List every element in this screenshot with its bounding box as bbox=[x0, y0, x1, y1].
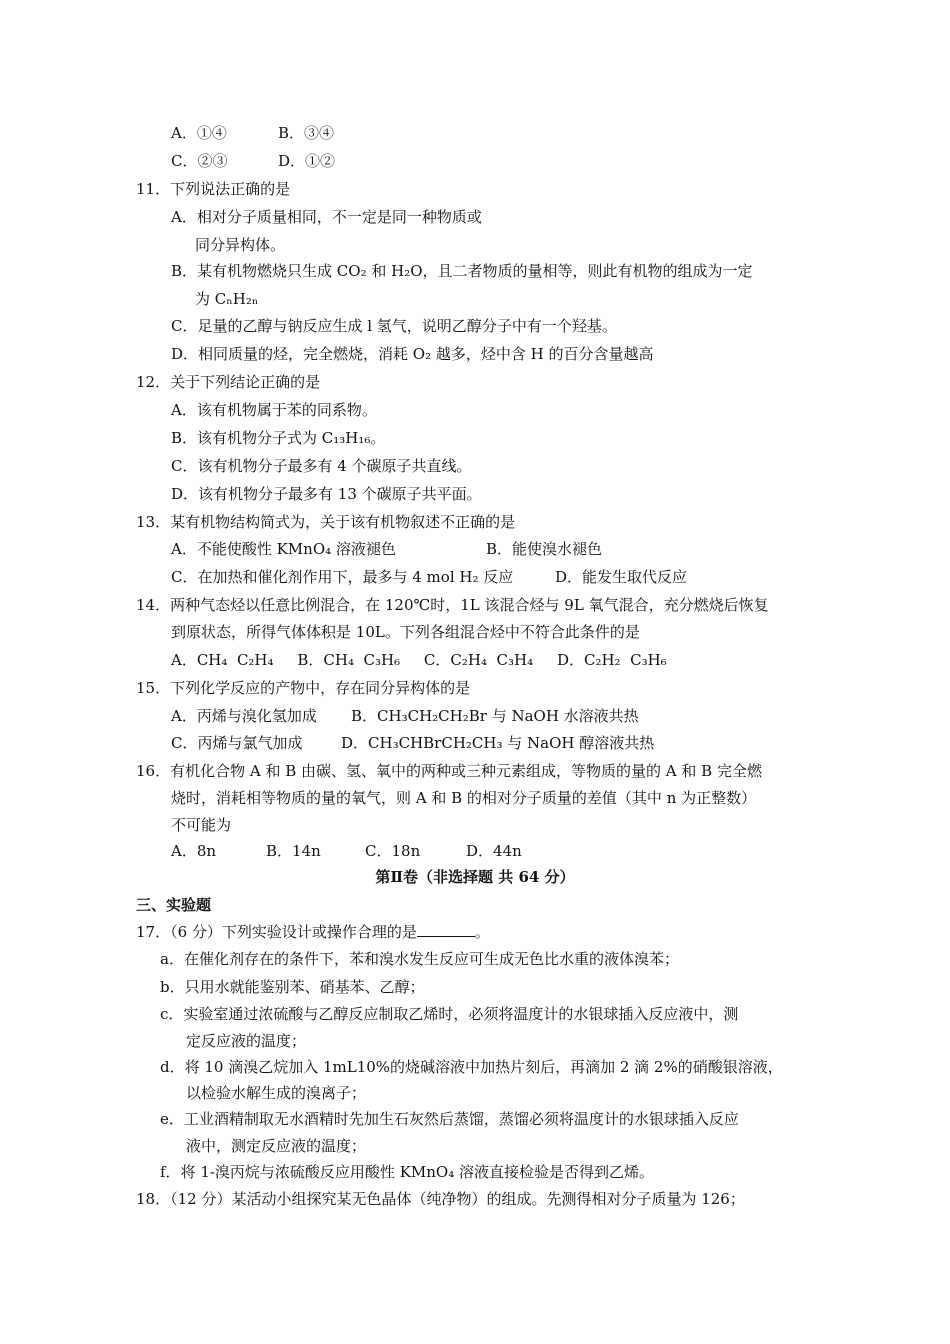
q17-item-e: e．工业酒精制取无水酒精时先加生石灰然后蒸馏，蒸馏必须将温度计的水银球插入反应 bbox=[160, 1110, 739, 1128]
q11-option-d: D．相同质量的烃，完全燃烧，消耗 O₂ 越多，烃中含 H 的百分含量越高 bbox=[171, 345, 654, 363]
q11-option-c: C．足量的乙醇与钠反应生成 l 氢气，说明乙醇分子中有一个羟基。 bbox=[171, 317, 617, 335]
q12-option-d: D．该有机物分子最多有 13 个碳原子共平面。 bbox=[171, 485, 482, 503]
q17-stem-end: 。 bbox=[474, 923, 490, 941]
q16-option-b: B．14n bbox=[266, 842, 321, 860]
q17-item-c: c．实验室通过浓硫酸与乙醇反应制取乙烯时，必须将温度计的水银球插入反应液中，测 bbox=[160, 1005, 739, 1023]
section-2-title: 第Ⅱ卷（非选择题 共 64 分） bbox=[375, 868, 575, 886]
q12-option-b: B．该有机物分子式为 C₁₃H₁₆。 bbox=[171, 429, 386, 447]
q15-option-a: A．丙烯与溴化氢加成 bbox=[171, 707, 317, 725]
q17-item-d-cont: 以检验水解生成的溴离子； bbox=[186, 1084, 367, 1102]
option-a: A．①④ bbox=[171, 124, 227, 142]
q17-item-c-cont: 定反应液的温度； bbox=[186, 1032, 307, 1050]
question-11-stem: 11．下列说法正确的是 bbox=[136, 180, 291, 198]
q12-option-a: A．该有机物属于苯的同系物。 bbox=[171, 401, 377, 419]
q17-item-a: a．在催化剂存在的条件下，苯和溴水发生反应可生成无色比水重的液体溴苯； bbox=[160, 950, 679, 968]
question-18-stem: 18．（12 分）某活动小组探究某无色晶体（纯净物）的组成。先测得相对分子质量为 126； bbox=[136, 1190, 745, 1208]
q15-option-b: B．CH₃CH₂CH₂Br 与 NaOH 水溶液共热 bbox=[351, 707, 639, 725]
q15-option-c: C．丙烯与氯气加成 bbox=[171, 734, 303, 752]
q11-option-a: A．相对分子质量相同，不一定是同一种物质或 bbox=[171, 208, 482, 226]
question-17-stem bbox=[136, 922, 490, 942]
q17-stem-text: 17．（6 分）下列实验设计或操作合理的是 bbox=[136, 923, 417, 941]
q17-item-f: f．将 1-溴丙烷与浓硫酸反应用酸性 KMnO₄ 溶液直接检验是否得到乙烯。 bbox=[160, 1163, 655, 1181]
q16-option-c: C．18n bbox=[365, 842, 421, 860]
q11-option-b: B．某有机物燃烧只生成 CO₂ 和 H₂O，且二者物质的量相等，则此有机物的组成为一定 bbox=[171, 262, 753, 280]
q13-option-c: C．在加热和催化剂作用下，最多与 4 mol H₂ 反应 bbox=[171, 568, 514, 586]
section-3-heading: 三、实验题 bbox=[136, 896, 212, 914]
q11-option-b-cont: 为 CₙH₂ₙ bbox=[195, 290, 259, 308]
option-c: C．②③ bbox=[171, 152, 228, 170]
q17-item-b: b．只用水就能鉴别苯、硝基苯、乙醇； bbox=[160, 978, 425, 996]
question-15-stem: 15．下列化学反应的产物中，存在同分异构体的是 bbox=[136, 679, 471, 697]
q17-item-e-cont: 液中，测定反应液的温度； bbox=[186, 1137, 367, 1155]
answer-blank bbox=[417, 922, 475, 937]
option-d: D．①② bbox=[278, 152, 336, 170]
question-16-stem: 16．有机化合物 A 和 B 由碳、氢、氧中的两种或三种元素组成，等物质的量的 A 和 B 完全燃 bbox=[136, 762, 762, 780]
q16-option-a: A．8n bbox=[171, 842, 217, 860]
q16-option-d: D．44n bbox=[466, 842, 522, 860]
q11-option-a-cont: 同分异构体。 bbox=[195, 236, 286, 254]
question-16-stem-cont: 烧时，消耗相等物质的量的氧气，则 A 和 B 的相对分子质量的差值（其中 n 为正整数） bbox=[171, 789, 757, 807]
option-b: B．③④ bbox=[278, 124, 335, 142]
question-14-stem-cont: 到原状态，所得气体体积是 10L。下列各组混合烃中不符合此条件的是 bbox=[171, 623, 640, 641]
q13-option-b: B．能使溴水褪色 bbox=[486, 540, 603, 558]
q13-option-a: A．不能使酸性 KMnO₄ 溶液褪色 bbox=[171, 540, 396, 558]
question-12-stem: 12．关于下列结论正确的是 bbox=[136, 373, 321, 391]
q12-option-c: C．该有机物分子最多有 4 个碳原子共直线。 bbox=[171, 457, 472, 475]
q17-item-d: d．将 10 滴溴乙烷加入 1mL10%的烧碱溶液中加热片刻后，再滴加 2 滴 2%的硝酸银溶液， bbox=[160, 1058, 783, 1076]
q13-option-d: D．能发生取代反应 bbox=[555, 568, 688, 586]
question-13-stem: 13．某有机物结构简式为，关于该有机物叙述不正确的是 bbox=[136, 513, 516, 531]
question-16-stem-cont2: 不可能为 bbox=[171, 816, 232, 834]
q15-option-d: D．CH₃CHBrCH₂CH₃ 与 NaOH 醇溶液共热 bbox=[341, 734, 655, 752]
q14-options: A．CH₄ C₂H₄ B．CH₄ C₃H₆ C．C₂H₄ C₃H₄ D．C₂H₂ C₃H₆ bbox=[171, 651, 667, 669]
question-14-stem: 14．两种气态烃以任意比例混合，在 120℃时，1L 该混合烃与 9L 氧气混合，充分燃烧后恢复 bbox=[136, 596, 769, 614]
